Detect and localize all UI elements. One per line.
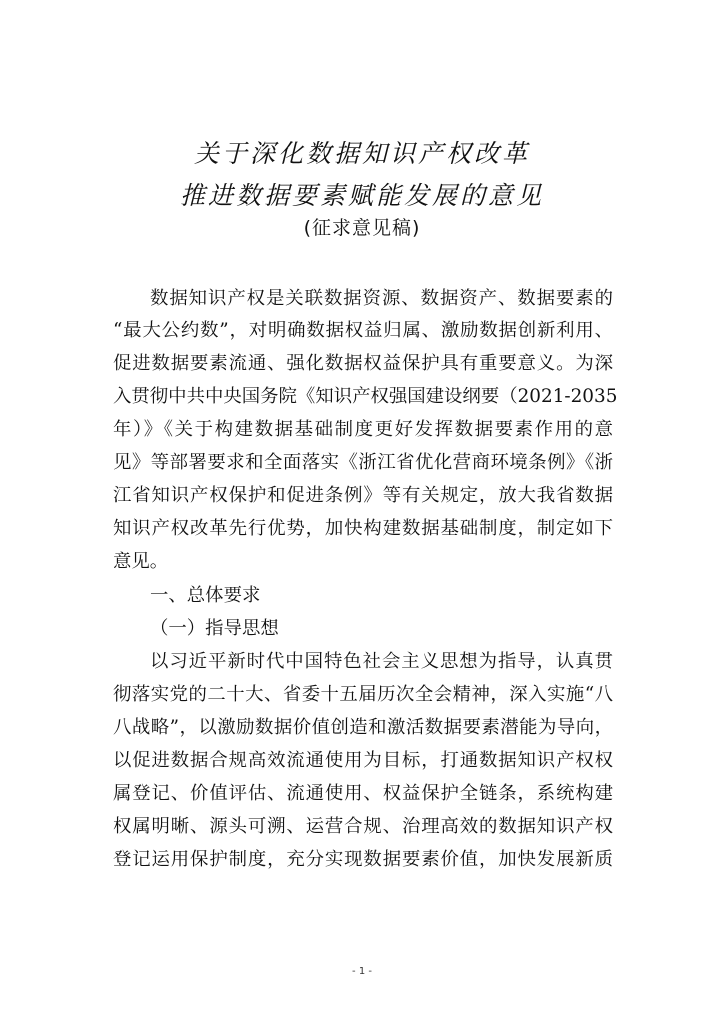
paragraph-line: 促进数据要素流通、强化数据权益保护具有重要意义。为深	[113, 353, 613, 374]
document-title-line-2: 推进数据要素赋能发展的意见	[179, 181, 544, 210]
section-heading: 一、总体要求	[150, 585, 261, 606]
paragraph-line: 以习近平新时代中国特色社会主义思想为指导，认真贯	[150, 651, 613, 672]
document-subtitle: (征求意见稿)	[303, 217, 421, 239]
paragraph-line: 见》等部署要求和全面落实《浙江省优化营商环境条例》《浙	[113, 452, 613, 473]
paragraph-line: “最大公约数”，对明确数据权益归属、激励数据创新利用、	[113, 320, 613, 341]
paragraph-line: 入贯彻中共中央国务院《知识产权强国建设纲要（2021-2035	[113, 386, 618, 407]
paragraph-line: 知识产权改革先行优势，加快构建数据基础制度，制定如下	[113, 518, 613, 539]
paragraph-line: 权属明晰、源头可溯、运营合规、治理高效的数据知识产权	[113, 816, 613, 837]
paragraph-line: 登记运用保护制度，充分实现数据要素价值，加快发展新质	[113, 849, 613, 870]
paragraph-line: 以促进数据合规高效流通使用为目标，打通数据知识产权权	[113, 750, 613, 771]
subsection-heading: （一）指导思想	[150, 618, 279, 639]
page-number: - 1 -	[352, 966, 372, 977]
paragraph-line: 属登记、价值评估、流通使用、权益保护全链条，系统构建	[113, 783, 613, 804]
paragraph-line: 意见。	[113, 551, 169, 572]
paragraph-line: 数据知识产权是关联数据资源、数据资产、数据要素的	[150, 288, 613, 309]
document-title-line-1: 关于深化数据知识产权改革	[193, 139, 530, 168]
paragraph-line: 八战略”，以激励数据价值创造和激活数据要素潜能为导向，	[113, 717, 613, 738]
paragraph-line: 彻落实党的二十大、省委十五届历次全会精神，深入实施“八	[113, 684, 613, 705]
paragraph-line: 年）》《关于构建数据基础制度更好发挥数据要素作用的意	[113, 419, 613, 440]
paragraph-line: 江省知识产权保护和促进条例》等有关规定，放大我省数据	[113, 485, 613, 506]
